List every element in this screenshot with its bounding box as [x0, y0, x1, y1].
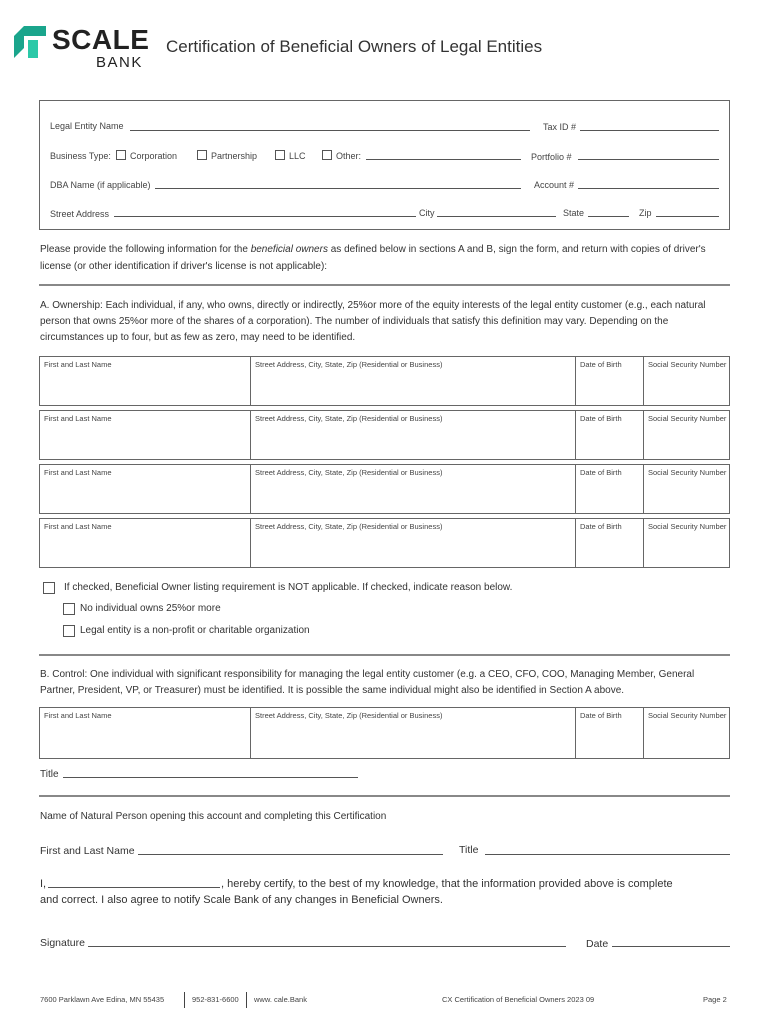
non-profit-checkbox[interactable]: [63, 625, 75, 637]
control-ssn-cell[interactable]: [644, 708, 729, 758]
control-address-cell[interactable]: [251, 708, 576, 758]
owner-4-name-header: First and Last Name: [44, 522, 112, 531]
owner-2-address-header: Street Address, City, State, Zip (Residential or Business): [255, 414, 443, 423]
owner-1-ssn-header: Social Security Number: [648, 360, 727, 369]
business-type-label: Business Type:: [50, 151, 111, 161]
footer-address: 7600 Parklawn Ave Edina, MN 55435: [40, 995, 165, 1004]
partnership-label: Partnership: [211, 151, 258, 161]
not-applicable-label: If checked, Beneficial Owner listing requirement is NOT applicable. If checked, indicate reason below.: [64, 582, 513, 593]
llc-label: LLC: [289, 151, 306, 161]
owner-2-name-cell[interactable]: [40, 411, 251, 459]
other-type-field[interactable]: [366, 159, 521, 160]
footer-phone: 952-831-6600: [192, 995, 239, 1004]
city-field[interactable]: [437, 216, 556, 217]
owner-3-dob-header: Date of Birth: [580, 468, 622, 477]
owner-1-address-cell[interactable]: [251, 357, 576, 405]
owner-3-name-cell[interactable]: [40, 465, 251, 513]
instructions-text-before: Please provide the following information for the: [40, 244, 251, 255]
owner-4-name-cell[interactable]: [40, 519, 251, 567]
legal-entity-name-field[interactable]: [130, 130, 530, 131]
signature-field[interactable]: [88, 946, 566, 947]
beneficial-owners-emphasis: beneficial owners: [250, 244, 328, 255]
logo-wordmark: SCALE: [52, 24, 150, 55]
owner-3-address-header: Street Address, City, State, Zip (Residential or Business): [255, 468, 443, 477]
zip-label: Zip: [639, 208, 652, 218]
control-name-header: First and Last Name: [44, 711, 112, 720]
control-title-field[interactable]: [63, 777, 358, 778]
state-field[interactable]: [588, 216, 629, 217]
owner-3-dob-cell[interactable]: [576, 465, 644, 513]
zip-field[interactable]: [656, 216, 719, 217]
owner-table-1: [39, 356, 730, 406]
owner-4-ssn-header: Social Security Number: [648, 522, 727, 531]
section-divider: [39, 284, 730, 286]
corporation-checkbox[interactable]: [116, 150, 126, 160]
scale-bank-logo: [14, 26, 164, 76]
owner-2-dob-cell[interactable]: [576, 411, 644, 459]
date-field[interactable]: [612, 946, 730, 947]
natural-person-heading: Name of Natural Person opening this account and completing this Certification: [40, 811, 387, 822]
certify-prefix: I,: [40, 878, 47, 890]
owner-2-ssn-cell[interactable]: [644, 411, 729, 459]
portfolio-label: Portfolio #: [531, 152, 572, 162]
owner-4-address-cell[interactable]: [251, 519, 576, 567]
section-b-control-text: B. Control: One individual with significant responsibility for managing the legal entity customer (e.g. a CEO, CFO, COO, Managing Member, General Partner, President, VP, or Treasurer) must be identified. It is possible the same individual might also be identified in Section A above.: [40, 669, 695, 696]
owner-table-4: [39, 518, 730, 568]
footer-form-id: CX Certification of Beneficial Owners 2023 09: [442, 995, 595, 1004]
street-address-field[interactable]: [114, 216, 416, 217]
owner-table-3: [39, 464, 730, 514]
llc-checkbox[interactable]: [275, 150, 285, 160]
other-label: Other:: [336, 151, 362, 161]
dba-name-label: DBA Name (if applicable): [50, 180, 151, 190]
owner-table-2: [39, 410, 730, 460]
owner-2-name-header: First and Last Name: [44, 414, 112, 423]
section-divider-b: [39, 654, 730, 656]
section-divider-c: [39, 795, 730, 797]
account-field[interactable]: [578, 188, 719, 189]
owner-1-dob-header: Date of Birth: [580, 360, 622, 369]
control-ssn-header: Social Security Number: [648, 711, 727, 720]
owner-2-dob-header: Date of Birth: [580, 414, 622, 423]
owner-4-dob-header: Date of Birth: [580, 522, 622, 531]
footer-divider-2: [246, 992, 247, 1008]
owner-4-dob-cell[interactable]: [576, 519, 644, 567]
natural-person-title-label: Title: [459, 844, 479, 856]
state-label: State: [563, 208, 585, 218]
no-owner-25-label: No individual owns 25%or more: [80, 603, 221, 614]
natural-person-title-field[interactable]: [485, 854, 730, 855]
tax-id-field[interactable]: [580, 130, 719, 131]
partnership-checkbox[interactable]: [197, 150, 207, 160]
street-address-label: Street Address: [50, 209, 110, 219]
footer-website[interactable]: www. cale.Bank: [254, 995, 307, 1004]
control-person-table: [39, 707, 730, 759]
owner-3-ssn-header: Social Security Number: [648, 468, 727, 477]
control-dob-header: Date of Birth: [580, 711, 622, 720]
no-owner-25-checkbox[interactable]: [63, 603, 75, 615]
control-name-cell[interactable]: [40, 708, 251, 758]
owner-4-address-header: Street Address, City, State, Zip (Residential or Business): [255, 522, 443, 531]
not-applicable-checkbox[interactable]: [43, 582, 55, 594]
legal-entity-name-label: Legal Entity Name: [50, 121, 124, 131]
certify-statement-line2: and correct. I also agree to notify Scale Bank of any changes in Beneficial Owners.: [40, 894, 443, 906]
natural-person-name-label: First and Last Name: [40, 845, 135, 857]
control-address-header: Street Address, City, State, Zip (Residential or Business): [255, 711, 443, 720]
page-title: Certification of Beneficial Owners of Legal Entities: [166, 37, 543, 56]
signature-label: Signature: [40, 937, 85, 949]
certify-statement-line1: , hereby certify, to the best of my knowledge, that the information provided above is complete: [221, 878, 673, 890]
owner-3-address-cell[interactable]: [251, 465, 576, 513]
owner-1-address-header: Street Address, City, State, Zip (Residential or Business): [255, 360, 443, 369]
control-dob-cell[interactable]: [576, 708, 644, 758]
natural-person-name-field[interactable]: [138, 854, 443, 855]
corporation-label: Corporation: [130, 151, 178, 161]
owner-2-ssn-header: Social Security Number: [648, 414, 727, 423]
footer-divider-1: [184, 992, 185, 1008]
logo-bank-text: BANK: [96, 54, 143, 71]
certifier-name-field[interactable]: [48, 887, 220, 888]
portfolio-field[interactable]: [578, 159, 719, 160]
legal-entity-box: [39, 100, 730, 230]
instructions-text-after: as defined below in sections A and B, sign the form, and return with copies of driver's license (or other identification if driver's license is not applicable):: [40, 244, 706, 272]
owner-1-dob-cell[interactable]: [576, 357, 644, 405]
control-title-label: Title: [40, 769, 59, 780]
logo-mark-icon: [14, 26, 46, 58]
dba-name-field[interactable]: [155, 188, 521, 189]
section-a-ownership-text: A. Ownership: Each individual, if any, who owns, directly or indirectly, 25%or more of the equity interests of the legal entity customer (e.g., each natural person that owns 25%or more of the shares of a corporation). The number of individuals that satisfy this definition may vary. Depending on the circumstances up to four, but as few as zero, may need to be identified.: [40, 300, 706, 343]
non-profit-label: Legal entity is a non-profit or charitable organization: [80, 625, 310, 636]
owner-1-name-header: First and Last Name: [44, 360, 112, 369]
other-checkbox[interactable]: [322, 150, 332, 160]
owner-4-ssn-cell[interactable]: [644, 519, 729, 567]
owner-2-address-cell[interactable]: [251, 411, 576, 459]
owner-3-ssn-cell[interactable]: [644, 465, 729, 513]
tax-id-label: Tax ID #: [543, 122, 577, 132]
owner-1-ssn-cell[interactable]: [644, 357, 729, 405]
account-label: Account #: [534, 180, 575, 190]
footer-page-number: Page 2: [703, 995, 727, 1004]
date-label: Date: [586, 938, 609, 950]
instructions-paragraph: [40, 241, 730, 275]
owner-3-name-header: First and Last Name: [44, 468, 112, 477]
owner-1-name-cell[interactable]: [40, 357, 251, 405]
city-label: City: [419, 208, 435, 218]
